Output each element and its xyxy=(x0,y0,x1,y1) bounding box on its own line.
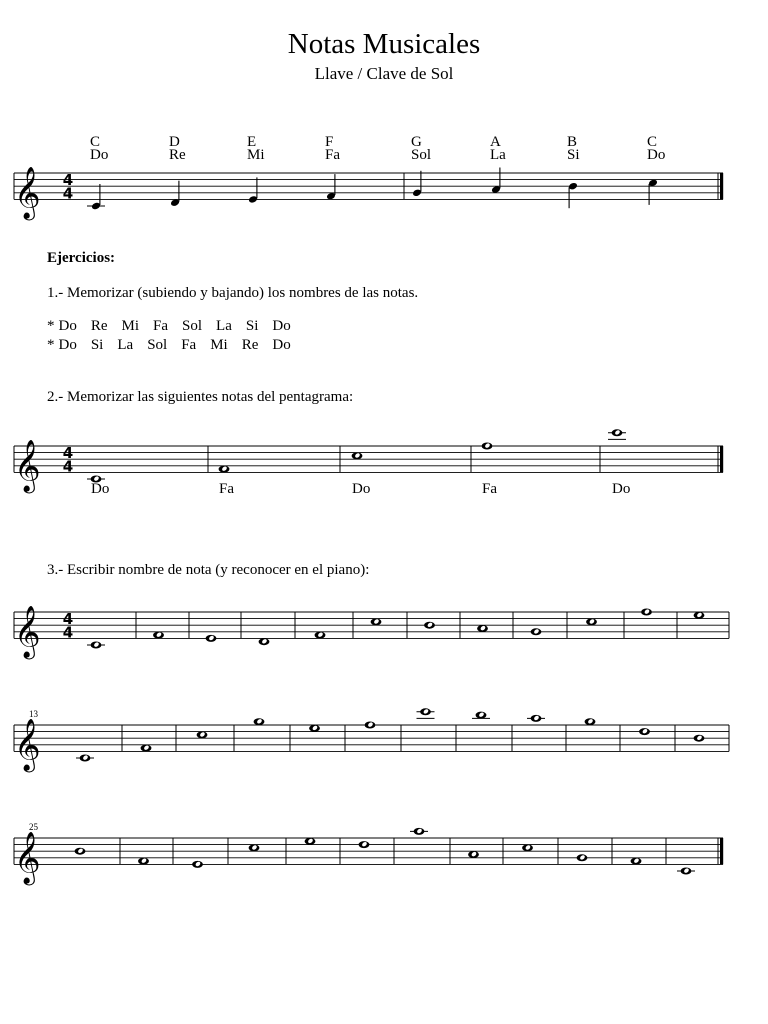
exercise-2-instruction: 2.- Memorizar las siguientes notas del pentagrama: xyxy=(47,389,354,405)
note-name-label: Re xyxy=(169,147,186,163)
time-signature-top: 4 xyxy=(62,610,74,629)
whole-note xyxy=(359,841,370,848)
note-name: Re xyxy=(241,337,259,353)
staff xyxy=(14,446,723,472)
note-name: Si xyxy=(90,337,104,353)
treble-clef-icon: 𝄞 xyxy=(14,165,41,219)
whole-note xyxy=(80,754,91,761)
time-signature-top: 4 xyxy=(62,171,74,190)
whole-note xyxy=(141,745,152,752)
whole-note xyxy=(586,618,597,625)
time-signature-bottom: 4 xyxy=(62,184,74,203)
whole-note xyxy=(259,638,270,645)
treble-clef-icon: 𝄞 xyxy=(14,830,41,884)
exercise-note-label: Do xyxy=(612,481,631,497)
staff xyxy=(14,725,729,751)
whole-note xyxy=(254,718,265,725)
whole-note xyxy=(365,721,376,728)
whole-note xyxy=(612,429,623,436)
whole-note xyxy=(315,632,326,639)
note-name: Fa xyxy=(181,337,197,353)
note-name: La xyxy=(117,337,134,353)
whole-note xyxy=(138,858,149,865)
bullet: * xyxy=(47,337,55,353)
exercise-1-instruction: 1.- Memorizar (subiendo y bajando) los nombres de las notas. xyxy=(47,285,419,301)
final-barline-thick xyxy=(720,173,723,199)
time-signature-bottom: 4 xyxy=(62,457,74,476)
whole-note xyxy=(206,635,217,642)
whole-note xyxy=(585,718,596,725)
whole-note xyxy=(694,735,705,742)
whole-note xyxy=(192,861,203,868)
note-name-label: La xyxy=(490,147,506,163)
exercise-3-instruction: 3.- Escribir nombre de nota (y reconocer en el piano): xyxy=(47,562,370,578)
note-name-label: Si xyxy=(567,147,580,163)
whole-note xyxy=(476,712,487,719)
whole-note xyxy=(197,731,208,738)
whole-note xyxy=(371,618,382,625)
note-name-label: Mi xyxy=(247,147,265,163)
whole-note xyxy=(420,708,431,715)
final-barline-thick xyxy=(720,446,723,472)
treble-clef-icon: 𝄞 xyxy=(14,717,41,771)
staff xyxy=(14,173,723,199)
treble-clef-icon: 𝄞 xyxy=(14,438,41,492)
whole-note xyxy=(631,858,642,865)
whole-note xyxy=(75,848,86,855)
whole-note xyxy=(477,625,488,632)
whole-note xyxy=(414,828,425,835)
exercise-note-label: Do xyxy=(352,481,371,497)
note-name: Mi xyxy=(210,337,228,353)
whole-note xyxy=(219,466,230,473)
note-name: Do xyxy=(272,318,291,334)
whole-note xyxy=(305,838,316,845)
note-name: Sol xyxy=(182,318,203,334)
staff xyxy=(14,612,729,638)
note-letter-label: A xyxy=(490,134,501,150)
note-name: La xyxy=(216,318,232,334)
note-name-label: Do xyxy=(90,147,109,163)
bullet: * xyxy=(47,318,55,334)
whole-note xyxy=(694,612,705,619)
treble-clef-icon: 𝄞 xyxy=(14,604,41,658)
exercise-note-label: Fa xyxy=(219,481,234,497)
whole-note xyxy=(482,442,493,449)
time-signature-bottom: 4 xyxy=(62,623,74,642)
note-letter-label: B xyxy=(567,134,578,150)
note-letter-label: C xyxy=(90,134,101,150)
note-name: Do xyxy=(58,318,77,334)
whole-note xyxy=(424,622,435,629)
note-letter-label: E xyxy=(247,134,257,150)
note-letter-label: D xyxy=(169,134,180,150)
exercises-heading: Ejercicios: xyxy=(47,250,116,266)
whole-note xyxy=(639,728,650,735)
measure-number: 13 xyxy=(29,709,38,719)
final-barline-thick xyxy=(720,838,723,864)
whole-note xyxy=(531,715,542,722)
note-name: Si xyxy=(245,318,259,334)
whole-note xyxy=(153,632,164,639)
note-letter-label: C xyxy=(647,134,658,150)
note-letter-label: F xyxy=(325,134,334,150)
whole-note xyxy=(468,851,479,858)
page-subtitle: Llave / Clave de Sol xyxy=(314,64,454,83)
note-name: Do xyxy=(272,337,291,353)
note-name-label: Do xyxy=(647,147,666,163)
note-name: Do xyxy=(58,337,77,353)
exercise-note-label: Fa xyxy=(482,481,497,497)
page-title: Notas Musicales xyxy=(287,28,481,60)
note-name-label: Sol xyxy=(411,147,432,163)
whole-note xyxy=(681,867,692,874)
measure-number: 25 xyxy=(29,822,38,832)
note-name: Fa xyxy=(153,318,169,334)
whole-note xyxy=(309,725,320,732)
exercise-note-label: Do xyxy=(91,481,110,497)
whole-note xyxy=(249,844,260,851)
whole-note xyxy=(641,608,652,615)
whole-note xyxy=(352,452,363,459)
time-signature-top: 4 xyxy=(62,444,74,463)
note-name: Sol xyxy=(147,337,168,353)
note-name-label: Fa xyxy=(325,147,340,163)
note-letter-label: G xyxy=(411,134,422,150)
note-name: Re xyxy=(90,318,108,334)
whole-note xyxy=(522,844,533,851)
whole-note xyxy=(91,641,102,648)
whole-note xyxy=(577,854,588,861)
whole-note xyxy=(531,628,542,635)
note-name: Mi xyxy=(121,318,140,334)
